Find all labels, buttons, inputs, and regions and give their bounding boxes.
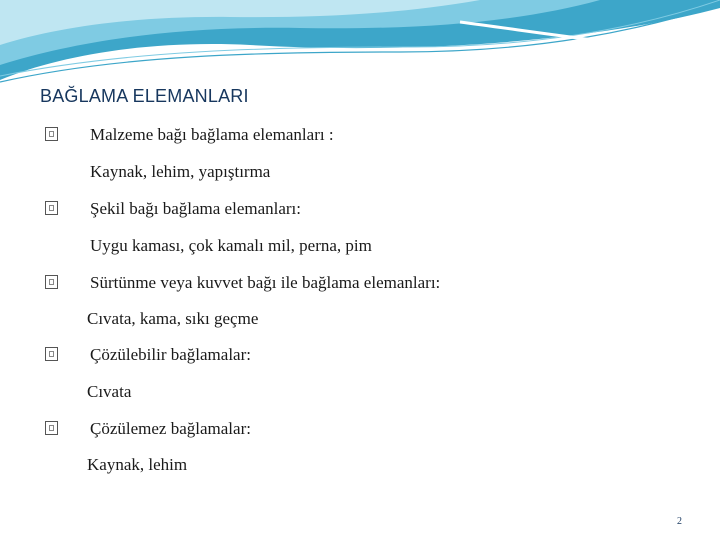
square-bullet-icon [45, 275, 58, 289]
header-wave-decoration [0, 0, 720, 90]
slide-title: BAĞLAMA ELEMANLARI [40, 86, 249, 106]
square-bullet-icon [45, 201, 58, 215]
item-detail: Uygu kaması, çok kamalı mil, perna, pim [90, 236, 372, 255]
square-bullet-icon [45, 347, 58, 361]
item-detail: Kaynak, lehim, yapıştırma [90, 162, 271, 181]
page-number: 2 [677, 516, 682, 527]
item-heading: Çözülebilir bağlamalar: [90, 345, 251, 364]
item-heading: Sürtünme veya kuvvet bağı ile bağlama elemanları: [90, 273, 441, 292]
item-detail: Cıvata [87, 382, 132, 401]
square-bullet-icon [45, 127, 58, 141]
item-heading: Çözülemez bağlamalar: [90, 419, 251, 438]
item-heading: Şekil bağı bağlama elemanları: [90, 199, 302, 218]
item-heading: Malzeme bağı bağlama elemanları : [90, 125, 334, 144]
item-detail: Cıvata, kama, sıkı geçme [87, 309, 259, 328]
square-bullet-icon [45, 421, 58, 435]
item-detail: Kaynak, lehim [87, 455, 188, 474]
